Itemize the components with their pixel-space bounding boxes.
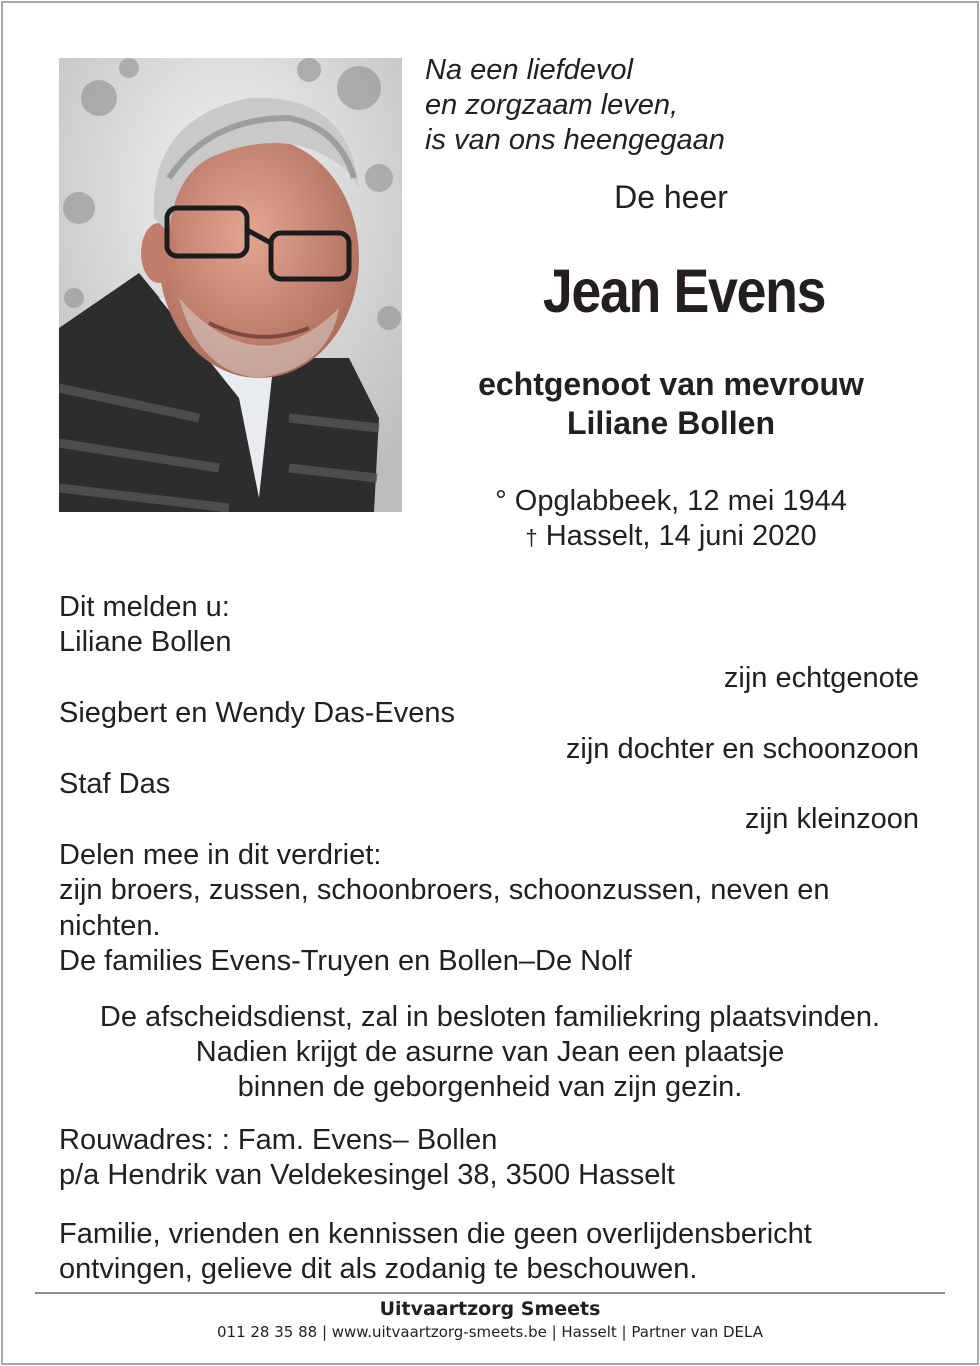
spouse-line: echtgenoot van mevrouw	[478, 366, 864, 402]
announcer-name: Liliane Bollen	[59, 626, 232, 659]
death-line	[420, 519, 922, 555]
service-line: Nadien krijgt de asurne van Jean een plaatsje	[195, 1036, 785, 1068]
footer-divider	[35, 1292, 945, 1294]
spouse-block	[420, 365, 922, 443]
address-line: p/a Hendrik van Veldekesingel 38, 3500 Hasselt	[59, 1159, 675, 1192]
announcer-name: Siegbert en Wendy Das-Evens	[59, 697, 456, 730]
announcers-heading: Dit melden u:	[59, 591, 230, 623]
intro-line: Na een liefdevol	[425, 54, 633, 86]
title-prefix: De heer	[614, 179, 728, 215]
announcer-relation: zijn echtgenote	[723, 661, 919, 694]
closing-line: Familie, vrienden en kennissen die geen overlijdensbericht	[59, 1218, 812, 1250]
announcer-name: Staf Das	[59, 768, 171, 801]
intro-text	[425, 53, 925, 158]
service-line: binnen de geborgenheid van zijn gezin.	[237, 1071, 743, 1103]
death-text: Hasselt, 14 juni 2020	[545, 520, 817, 552]
dates-block	[420, 484, 922, 555]
service-line: De afscheidsdienst, zal in besloten familiekring plaatsvinden.	[99, 1001, 881, 1033]
address-block	[59, 1123, 919, 1194]
portrait-photo	[59, 58, 402, 512]
deceased-name: Jean Evens	[542, 257, 826, 325]
announcer-relation: zijn dochter en schoonzoon	[565, 732, 919, 765]
footer-company: Uitvaartzorg Smeets	[379, 1298, 601, 1320]
announcer-relation: zijn kleinzoon	[744, 803, 919, 836]
sharing-heading: Delen mee in dit verdriet:	[59, 838, 382, 871]
intro-line: is van ons heengegaan	[425, 124, 725, 156]
address-line: Rouwadres: : Fam. Evens– Bollen	[59, 1124, 498, 1156]
closing-line: ontvingen, gelieve dit als zodanig te beschouwen.	[59, 1253, 698, 1286]
announcers-block	[59, 590, 919, 979]
service-block	[40, 1000, 940, 1105]
birth-symbol: °	[495, 485, 507, 517]
closing-block	[59, 1217, 919, 1288]
intro-line: en zorgzaam leven,	[425, 89, 679, 121]
spouse-name: Liliane Bollen	[566, 405, 776, 441]
sharing-line: nichten.	[59, 909, 161, 942]
birth-line	[420, 484, 922, 519]
cross-icon: †	[525, 525, 538, 550]
families-line: De families Evens-Truyen en Bollen–De Nolf	[59, 945, 632, 978]
birth-text: Opglabbeek, 12 mei 1944	[514, 485, 847, 517]
footer-contact: 011 28 35 88 | www.uitvaartzorg-smeets.be | Hasselt | Partner van DELA	[216, 1323, 763, 1341]
sharing-line: zijn broers, zussen, schoonbroers, schoonzussen, neven en	[59, 874, 830, 907]
